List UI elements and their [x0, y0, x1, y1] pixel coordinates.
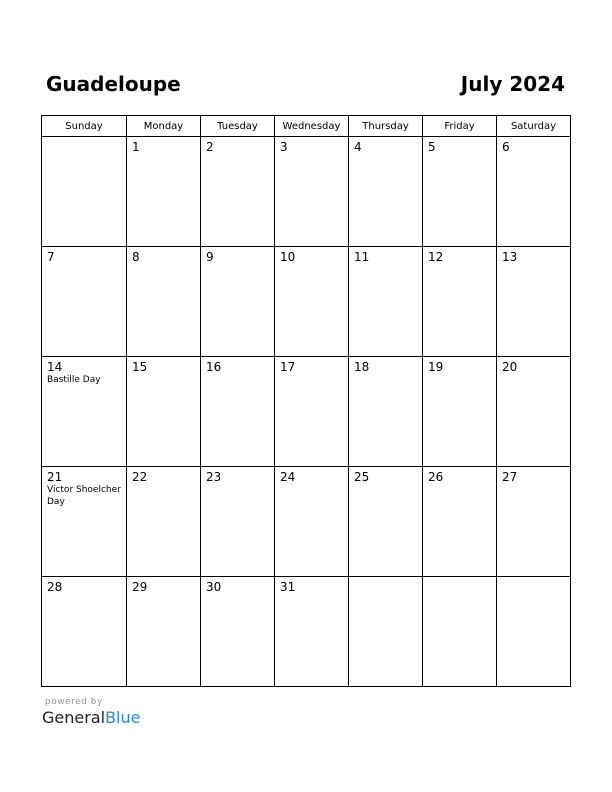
week-row — [42, 247, 571, 357]
day-number: 21 — [47, 470, 63, 484]
country-title: Guadeloupe — [46, 72, 181, 96]
footer-branding — [42, 697, 140, 728]
day-number: 9 — [206, 250, 214, 264]
day-cell — [349, 247, 423, 357]
powered-by-text: powered by — [45, 697, 103, 707]
holiday-label: Victor Shoelcher Day — [47, 485, 121, 507]
day-cell — [275, 467, 349, 577]
day-cell — [497, 137, 571, 247]
day-number: 16 — [206, 360, 222, 374]
day-number — [42, 137, 126, 140]
day-cell — [275, 577, 349, 687]
day-number: 17 — [280, 360, 296, 374]
day-number: 27 — [502, 470, 518, 484]
day-number: 12 — [428, 250, 444, 264]
day-cell — [127, 467, 201, 577]
day-cell — [127, 247, 201, 357]
weekday-header: Monday — [127, 116, 201, 137]
day-number: 26 — [428, 470, 444, 484]
week-row — [42, 137, 571, 247]
day-number: 31 — [280, 580, 296, 594]
day-cell — [423, 467, 497, 577]
weekday-header: Thursday — [349, 116, 423, 137]
day-cell — [497, 247, 571, 357]
day-number: 11 — [354, 250, 370, 264]
calendar-grid — [41, 115, 571, 687]
day-number: 24 — [280, 470, 296, 484]
day-number — [497, 577, 570, 580]
day-cell — [497, 577, 571, 687]
day-cell — [423, 247, 497, 357]
day-number: 7 — [47, 250, 55, 264]
day-cell — [349, 467, 423, 577]
day-cell — [42, 577, 127, 687]
day-cell — [201, 467, 275, 577]
week-row — [42, 467, 571, 577]
weekday-header: Friday — [423, 116, 497, 137]
day-cell — [349, 137, 423, 247]
day-number: 19 — [428, 360, 444, 374]
day-cell — [127, 137, 201, 247]
day-cell — [201, 357, 275, 467]
day-cell — [349, 357, 423, 467]
day-number: 10 — [280, 250, 296, 264]
weekday-header: Sunday — [42, 116, 127, 137]
day-number: 22 — [132, 470, 148, 484]
day-number: 4 — [354, 140, 362, 154]
day-number: 1 — [132, 140, 140, 154]
day-number: 23 — [206, 470, 222, 484]
day-number: 28 — [47, 580, 63, 594]
day-number: 20 — [502, 360, 518, 374]
day-number: 14 — [47, 360, 63, 374]
day-number: 3 — [280, 140, 288, 154]
logo-text-general: General — [42, 708, 106, 727]
generalblue-logo[interactable] — [42, 708, 140, 728]
weekday-header-row — [42, 116, 571, 137]
day-number: 6 — [502, 140, 510, 154]
day-cell — [42, 247, 127, 357]
day-cell — [423, 357, 497, 467]
logo-text-blue: Blue — [105, 708, 141, 727]
day-cell — [201, 137, 275, 247]
day-number: 8 — [132, 250, 140, 264]
day-number: 2 — [206, 140, 214, 154]
month-year-title: July 2024 — [460, 72, 565, 96]
day-number: 5 — [428, 140, 436, 154]
day-number: 15 — [132, 360, 148, 374]
day-cell — [423, 577, 497, 687]
day-cell — [127, 357, 201, 467]
day-cell — [275, 247, 349, 357]
day-number: 29 — [132, 580, 148, 594]
day-number: 18 — [354, 360, 370, 374]
day-cell — [275, 357, 349, 467]
week-row — [42, 577, 571, 687]
weekday-header: Saturday — [497, 116, 571, 137]
day-cell — [275, 137, 349, 247]
day-number: 13 — [502, 250, 518, 264]
day-cell — [201, 577, 275, 687]
weekday-header: Tuesday — [201, 116, 275, 137]
day-cell — [201, 247, 275, 357]
weekday-header: Wednesday — [275, 116, 349, 137]
day-number — [349, 577, 422, 580]
day-cell — [497, 467, 571, 577]
holiday-label: Bastille Day — [47, 375, 101, 385]
week-row — [42, 357, 571, 467]
day-number: 25 — [354, 470, 370, 484]
day-number — [423, 577, 496, 580]
day-cell — [42, 137, 127, 247]
day-number: 30 — [206, 580, 222, 594]
day-cell — [127, 577, 201, 687]
day-cell — [497, 357, 571, 467]
day-cell — [42, 467, 127, 577]
day-cell — [42, 357, 127, 467]
day-cell — [349, 577, 423, 687]
day-cell — [423, 137, 497, 247]
